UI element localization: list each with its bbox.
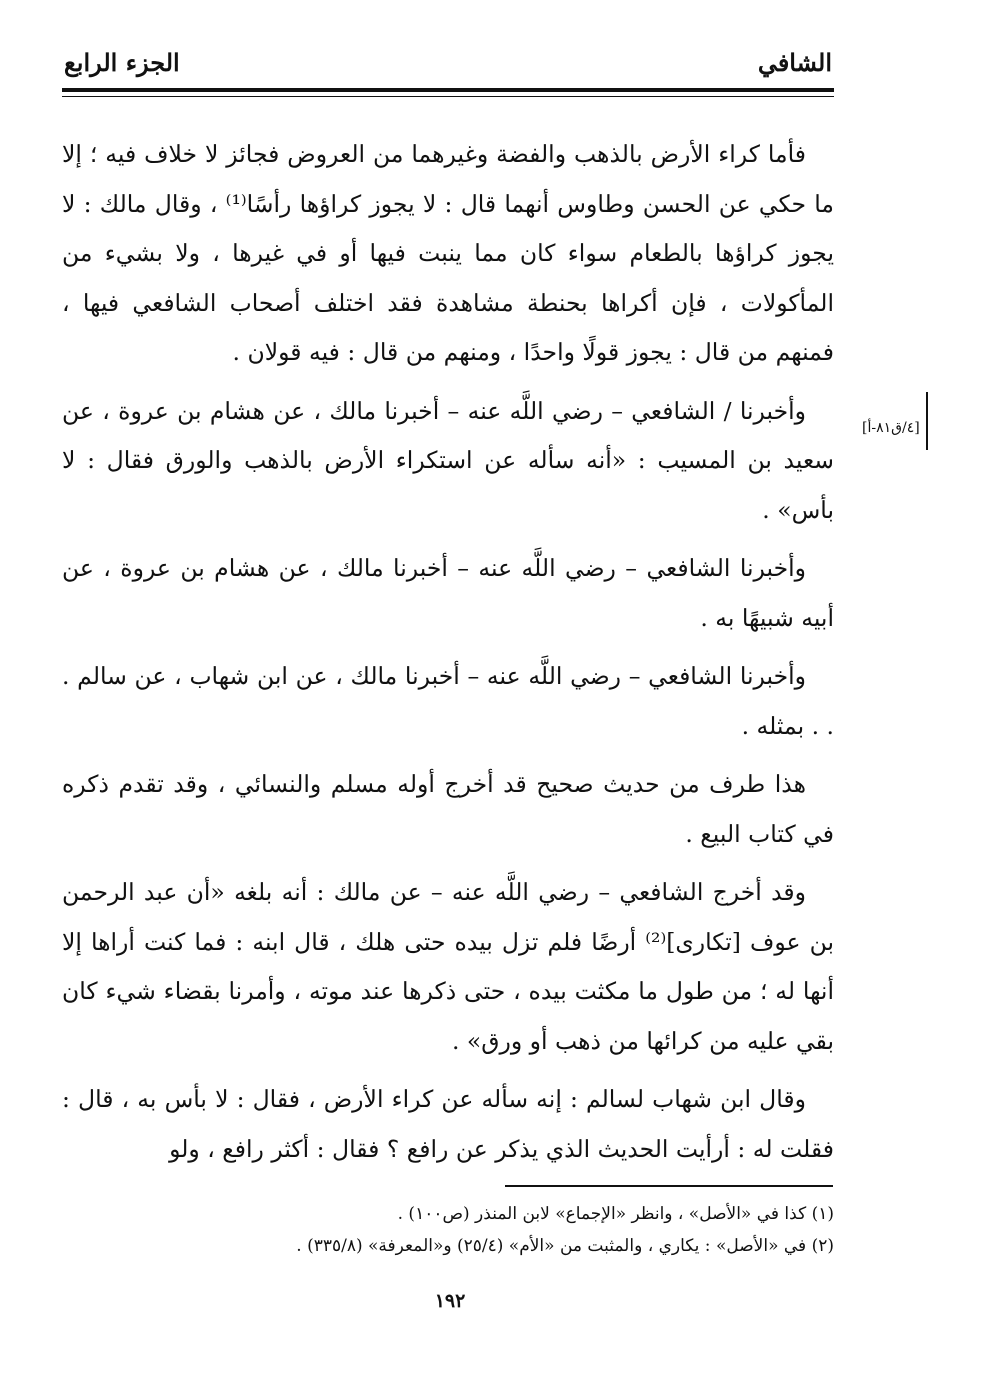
header-rule-thick — [62, 88, 834, 92]
paragraph: وأخبرنا الشافعي – رضي اللَّه عنه – أخبرنا مالك ، عن ابن شهاب ، عن سالم . . . بمثله . — [62, 662, 834, 740]
paragraph: وقال ابن شهاب لسالم : إنه سأله عن كراء الأرض ، فقال : لا بأس به ، قال : فقلت له : أرأيت الحديث الذي يذكر عن رافع ؟ فقال : أكثر رافع ، ولو — [62, 1085, 834, 1163]
footnotes — [62, 1198, 834, 1262]
margin-marker-bar — [926, 392, 928, 450]
manuscript-margin-reference: [٤/ق٨١-أ] — [862, 420, 920, 436]
footnote-separator — [505, 1185, 833, 1187]
page-header — [62, 48, 834, 88]
paragraph: وقد أخرج الشافعي – رضي اللَّه عنه – عن مالك : أنه بلغه «أن عبد الرحمن بن عوف [تكارى]⁽²⁾ أرضًا فلم تزل بيده حتى هلك ، قال ابنه : فما كنت أراها إلا أنها له ؛ من طول ما مكثت بيده ، حتى ذكرها عند موته ، وأمرنا بقضاء شيء كان بقي عليه من كرائها من ذهب أو ورق» . — [62, 878, 835, 1055]
main-text — [62, 130, 834, 1183]
paragraph: فأما كراء الأرض بالذهب والفضة وغيرهما من العروض فجائز لا خلاف فيه ؛ إلا ما حكي عن الحسن وطاوس أنهما قال : لا يجوز كراؤها رأسًا⁽¹⁾ ، وقال مالك : لا يجوز كراؤها بالطعام سواء كان مما ينبت فيها أو في غيرها ، ولا بشيء من المأكولات ، فإن أكراها بحنطة مشاهدة فقد اختلف أصحاب الشافعي فيها ، فمنهم من قال : يجوز قولًا واحدًا ، ومنهم من قال : فيه قولان . — [62, 140, 834, 366]
paragraph: وأخبرنا الشافعي – رضي اللَّه عنه – أخبرنا مالك ، عن هشام بن عروة ، عن أبيه شبيهًا به . — [62, 554, 834, 632]
part-title: الجزء الرابع — [64, 48, 180, 77]
footnote: (١) كذا في «الأصل» ، وانظر «الإجماع» لابن المنذر (ص١٠٠) . — [397, 1204, 834, 1224]
paragraph: وأخبرنا / الشافعي – رضي اللَّه عنه – أخبرنا مالك ، عن هشام بن عروة ، عن سعيد بن المسيب : «أنه سأله عن استكراء الأرض بالذهب والورق فقال : لا بأس» . — [62, 396, 834, 524]
header-rule-thin — [62, 96, 834, 97]
footnote: (٢) في «الأصل» : يكاري ، والمثبت من «الأم» (٢٥/٤) و«المعرفة» (٣٣٥/٨) . — [296, 1236, 834, 1256]
book-title: الشافي — [757, 48, 832, 77]
page-number: ١٩٢ — [434, 1290, 466, 1312]
paragraph: هذا طرف من حديث صحيح قد أخرج أوله مسلم والنسائي ، وقد تقدم ذكره في كتاب البيع . — [62, 770, 834, 848]
